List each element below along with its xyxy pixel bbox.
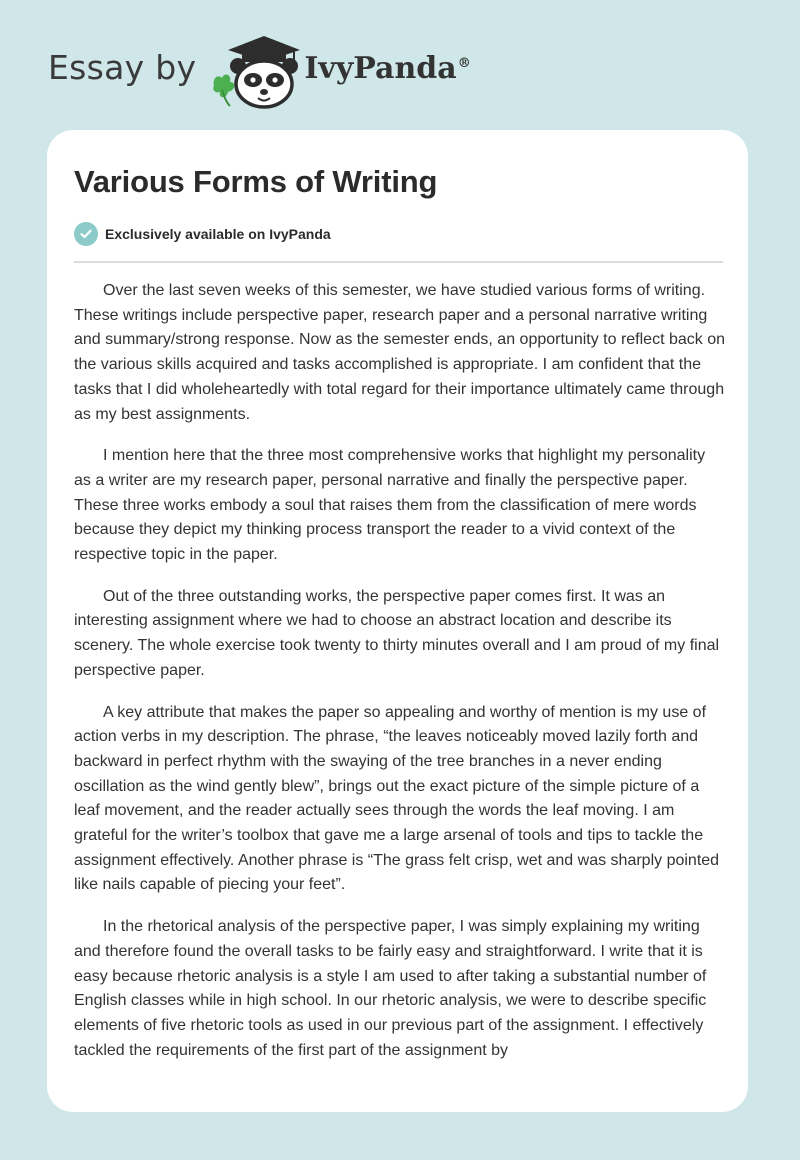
brand-logo[interactable] bbox=[48, 30, 471, 110]
divider bbox=[74, 261, 723, 263]
essay-body bbox=[74, 279, 726, 1099]
page-title: Various Forms of Writing bbox=[74, 164, 438, 199]
brand-name: IvyPanda® bbox=[304, 50, 471, 86]
paragraph: A key attribute that makes the paper so appealing and worthy of mention is my use of action verbs in my description. The phrase, “the leaves noticeably moved lazily forth and backward in perfect rhythm with the swaying of the tree branches in a never ending oscillation as the wind gently blew”, brings out the exact picture of the simple picture of a leaf movement, and the reader actually sees through the words the leaf moving. I am grateful for the writer’s toolbox that gave me a large arsenal of tools and tips to tackle the assignment effectively. Another phrase is “The grass felt crisp, wet and was sharply pointed like nails capable of piecing your feet”. bbox=[74, 703, 720, 894]
panda-logo-icon bbox=[208, 30, 300, 110]
paragraph: I mention here that the three most comprehensive works that highlight my personality as a writer are my research paper, personal narrative and finally the perspective paper. These three works embody a soul that raises them from the classification of mere words because they depict my thinking process transport the reader to a vivid context of the respective topic in the paper. bbox=[74, 447, 706, 564]
check-circle-icon bbox=[74, 222, 98, 246]
essay-card bbox=[47, 130, 748, 1112]
paragraph: Over the last seven weeks of this semester, we have studied various forms of writing. These writings include perspective paper, research paper and a personal narrative writing and summary/strong response. Now as the semester ends, an opportunity to reflect back on the various skills acquired and tasks accomplished is appropriate. I am confident that the tasks that I did wholeheartedly with total regard for their importance ultimately came through as my best assignments. bbox=[74, 282, 725, 423]
paragraph: In the rhetorical analysis of the perspective paper, I was simply explaining my writing and therefore found the overall tasks to be fairly easy and straightforward. I write that it is easy because rhetoric analysis is a style I am used to after taking a substantial number of English classes while in high school. In our rhetoric analysis, we were to describe specific elements of five rhetoric tools as used in our previous part of the assignment. I effectively tackled the requirements of the first part of the assignment by bbox=[74, 918, 707, 1059]
exclusive-badge bbox=[74, 222, 331, 246]
badge-label: Exclusively available on IvyPanda bbox=[105, 226, 331, 242]
brand-prefix: Essay by bbox=[48, 47, 197, 87]
paragraph: Out of the three outstanding works, the perspective paper comes first. It was an interesting assignment where we had to choose an abstract location and describe its scenery. The whole exercise took twenty to thirty minutes overall and I am proud of my final perspective paper. bbox=[74, 587, 720, 679]
